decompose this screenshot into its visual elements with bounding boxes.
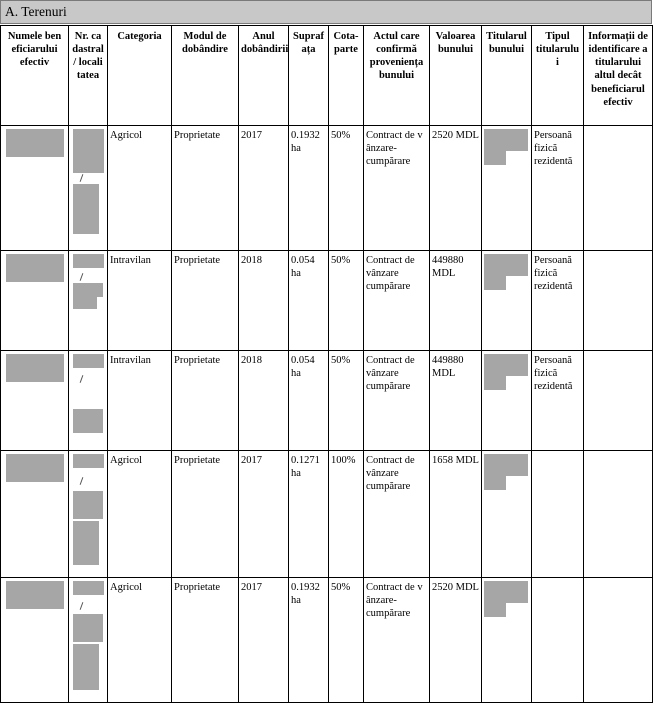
holder-type-cell xyxy=(532,578,584,703)
section-title: A. Terenuri xyxy=(5,4,67,19)
year-cell: 2017 xyxy=(239,578,289,703)
redaction-block xyxy=(73,581,104,595)
redaction-block xyxy=(73,454,104,468)
redaction-block xyxy=(73,297,97,309)
holder-cell xyxy=(482,451,532,578)
other-info-cell xyxy=(584,251,653,351)
holder-cell xyxy=(482,578,532,703)
col-header: Anul dobândirii xyxy=(239,26,289,126)
redaction-mark xyxy=(80,375,84,383)
value-cell: 449880 MDL xyxy=(430,351,482,451)
holder-cell xyxy=(482,126,532,251)
table-row xyxy=(1,351,653,451)
redaction-block xyxy=(73,354,104,368)
category-cell: Agricol xyxy=(108,578,172,703)
area-cell: 0.1932 ha xyxy=(289,578,329,703)
redaction-block xyxy=(484,454,528,476)
value-cell: 2520 MDL xyxy=(430,126,482,251)
redaction-block xyxy=(484,276,506,290)
redaction-block xyxy=(73,283,103,297)
redaction-block xyxy=(73,491,103,519)
category-cell: Intravilan xyxy=(108,351,172,451)
area-cell: 0.1932 ha xyxy=(289,126,329,251)
act-cell: Contract de vânzare cumpărare xyxy=(364,451,430,578)
holder-cell xyxy=(482,351,532,451)
table-row xyxy=(1,126,653,251)
holder-type-cell: Persoană fizică rezidentă xyxy=(532,251,584,351)
col-header: Supraf ața xyxy=(289,26,329,126)
col-header: Informații de identificare a titularului altul decât beneficiarul efectiv xyxy=(584,26,653,126)
col-header: Tipul titularulu i xyxy=(532,26,584,126)
share-cell: 50% xyxy=(329,351,364,451)
year-cell: 2017 xyxy=(239,451,289,578)
cadastral-cell xyxy=(69,251,108,351)
redaction-block xyxy=(6,254,64,282)
owner-cell xyxy=(1,126,69,251)
category-cell: Intravilan xyxy=(108,251,172,351)
value-cell: 2520 MDL xyxy=(430,578,482,703)
col-header: Cota-parte xyxy=(329,26,364,126)
redaction-block xyxy=(484,581,528,603)
area-cell: 0.1271 ha xyxy=(289,451,329,578)
redaction-block xyxy=(6,454,64,482)
cadastral-cell xyxy=(69,126,108,251)
redaction-block xyxy=(73,644,99,690)
redaction-mark xyxy=(80,602,84,610)
redaction-block xyxy=(484,603,506,617)
redaction-block xyxy=(73,129,104,173)
redaction-mark xyxy=(80,174,84,182)
act-cell: Contract de vânzare cumpărare xyxy=(364,251,430,351)
redaction-block xyxy=(484,151,506,165)
year-cell: 2018 xyxy=(239,351,289,451)
owner-cell xyxy=(1,451,69,578)
redaction-block xyxy=(6,129,64,157)
value-cell: 1658 MDL xyxy=(430,451,482,578)
redaction-block xyxy=(484,476,506,490)
redaction-block xyxy=(73,184,99,234)
table-row xyxy=(1,578,653,703)
owner-cell xyxy=(1,351,69,451)
mode-cell: Proprietate xyxy=(172,351,239,451)
redaction-block xyxy=(73,614,103,642)
share-cell: 50% xyxy=(329,251,364,351)
share-cell: 50% xyxy=(329,126,364,251)
cadastral-cell xyxy=(69,578,108,703)
redaction-block xyxy=(484,254,528,276)
holder-cell xyxy=(482,251,532,351)
mode-cell: Proprietate xyxy=(172,126,239,251)
mode-cell: Proprietate xyxy=(172,251,239,351)
share-cell: 100% xyxy=(329,451,364,578)
col-header: Titularul bunului xyxy=(482,26,532,126)
area-cell: 0.054 ha xyxy=(289,351,329,451)
category-cell: Agricol xyxy=(108,126,172,251)
table-header-row xyxy=(1,26,653,126)
owner-cell xyxy=(1,578,69,703)
section-header xyxy=(0,0,652,24)
other-info-cell xyxy=(584,451,653,578)
table-row xyxy=(1,251,653,351)
holder-type-cell: Persoană fizică rezidentă xyxy=(532,126,584,251)
cadastral-cell xyxy=(69,351,108,451)
year-cell: 2017 xyxy=(239,126,289,251)
value-cell: 449880 MDL xyxy=(430,251,482,351)
land-assets-table xyxy=(0,25,653,703)
redaction-mark xyxy=(80,477,84,485)
area-cell: 0.054 ha xyxy=(289,251,329,351)
category-cell: Agricol xyxy=(108,451,172,578)
cadastral-cell xyxy=(69,451,108,578)
redaction-block xyxy=(73,409,103,433)
col-header: Valoarea bunului xyxy=(430,26,482,126)
redaction-block xyxy=(484,354,528,376)
redaction-block xyxy=(484,129,528,151)
other-info-cell xyxy=(584,578,653,703)
mode-cell: Proprietate xyxy=(172,578,239,703)
col-header: Numele ben eficiarului efectiv xyxy=(1,26,69,126)
act-cell: Contract de vânzare cumpărare xyxy=(364,351,430,451)
holder-type-cell xyxy=(532,451,584,578)
act-cell: Contract de v ânzare-cumpărare xyxy=(364,126,430,251)
year-cell: 2018 xyxy=(239,251,289,351)
col-header: Modul de dobândire xyxy=(172,26,239,126)
holder-type-cell: Persoană fizică rezidentă xyxy=(532,351,584,451)
col-header: Nr. ca dastral / locali tatea xyxy=(69,26,108,126)
col-header: Categoria xyxy=(108,26,172,126)
redaction-block xyxy=(6,581,64,609)
redaction-mark xyxy=(80,273,84,281)
share-cell: 50% xyxy=(329,578,364,703)
other-info-cell xyxy=(584,351,653,451)
owner-cell xyxy=(1,251,69,351)
act-cell: Contract de v ânzare-cumpărare xyxy=(364,578,430,703)
redaction-block xyxy=(73,521,99,565)
redaction-block xyxy=(484,376,506,390)
redaction-block xyxy=(73,254,104,268)
table-row xyxy=(1,451,653,578)
col-header: Actul care confirmă proveniența bunului xyxy=(364,26,430,126)
other-info-cell xyxy=(584,126,653,251)
redaction-block xyxy=(6,354,64,382)
mode-cell: Proprietate xyxy=(172,451,239,578)
